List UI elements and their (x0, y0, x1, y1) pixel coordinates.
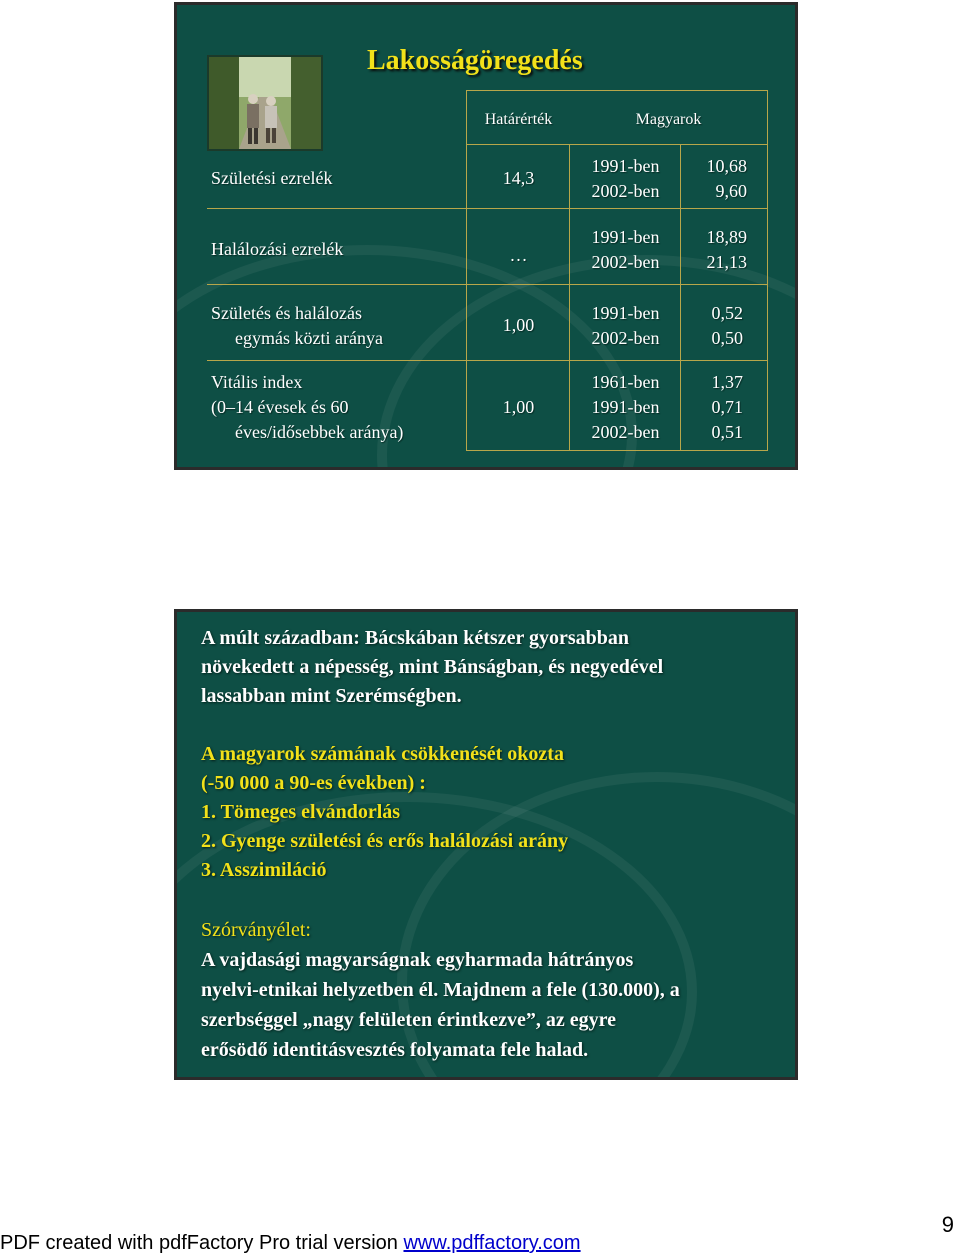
text-line: szerbséggel „nagy felületen érintkezve”, az egyre (201, 1009, 617, 1031)
row-value: 0,52 (711, 303, 743, 323)
row-value: 1,37 (711, 372, 743, 392)
row-year: 2002-ben (591, 181, 660, 201)
row-value: 9,60 (715, 181, 747, 201)
table-rule (207, 360, 768, 361)
row-value: 0,71 (711, 397, 743, 417)
table-rule (466, 90, 768, 91)
text-line: 2. Gyenge születési és erős halálozási arány (201, 830, 569, 852)
row-label: egymás közti aránya (235, 328, 383, 348)
text-line: növekedett a népesség, mint Bánságban, és negyedével (201, 656, 664, 678)
row-limit: 1,00 (502, 397, 535, 417)
text-line: 3. Asszimiláció (201, 859, 327, 881)
subheading-diaspora: Szórványélet: (201, 919, 311, 941)
table-rule (207, 208, 768, 209)
text-line: (-50 000 a 90-es években) : (201, 772, 426, 794)
slide-1 (174, 2, 798, 470)
row-year: 1991-ben (591, 303, 660, 323)
row-label: (0–14 évesek és 60 (211, 397, 349, 417)
row-value: 21,13 (706, 252, 747, 272)
slide-title: Lakosságöregedés (367, 45, 583, 76)
text-line: erősödő identitásvesztés folyamata fele halad. (201, 1039, 589, 1061)
footer-text: PDF created with pdfFactory Pro trial version (0, 1232, 404, 1254)
row-value: 0,50 (711, 328, 743, 348)
pdf-footer (0, 1232, 581, 1255)
row-label: Halálozási ezrelék (211, 239, 344, 259)
row-year: 2002-ben (591, 252, 660, 272)
row-limit: … (509, 245, 528, 265)
header-limit: Határérték (484, 111, 553, 128)
row-value: 0,51 (711, 422, 743, 442)
row-year: 1991-ben (591, 156, 660, 176)
row-value: 18,89 (706, 227, 747, 247)
text-line: A magyarok számának csökkenését okozta (201, 743, 564, 765)
row-label: Születés és halálozás (211, 303, 362, 323)
text-line: A múlt században: Bácskában kétszer gyorsabban (201, 627, 630, 649)
text-line: nyelvi-etnikai helyzetben él. Majdnem a fele (130.000), a (201, 979, 680, 1001)
row-year: 1961-ben (591, 372, 660, 392)
row-year: 1991-ben (591, 397, 660, 417)
row-label: Születési ezrelék (211, 168, 333, 188)
row-label: éves/idősebbek aránya) (235, 422, 404, 442)
row-year: 2002-ben (591, 328, 660, 348)
footer-link[interactable]: www.pdffactory.com (403, 1232, 581, 1254)
table-rule (466, 144, 768, 145)
elderly-couple-photo (207, 55, 323, 151)
row-limit: 14,3 (502, 168, 535, 188)
header-hungarians: Magyarok (635, 111, 702, 128)
slide-2 (174, 609, 798, 1080)
page-number: 9 (941, 1212, 954, 1237)
paragraph-decline-causes (201, 740, 568, 885)
table-rule (466, 450, 768, 451)
row-value: 10,68 (706, 156, 747, 176)
row-limit: 1,00 (502, 315, 535, 335)
paragraph-diaspora (201, 945, 680, 1065)
text-line: lassabban mint Szerémségben. (201, 685, 462, 707)
text-line: 1. Tömeges elvándorlás (201, 801, 401, 823)
paragraph-history (201, 624, 663, 711)
row-year: 1991-ben (591, 227, 660, 247)
table-rule (207, 284, 768, 285)
text-line: A vajdasági magyarságnak egyharmada hátrányos (201, 949, 634, 971)
row-label: Vitális index (211, 372, 303, 392)
row-year: 2002-ben (591, 422, 660, 442)
